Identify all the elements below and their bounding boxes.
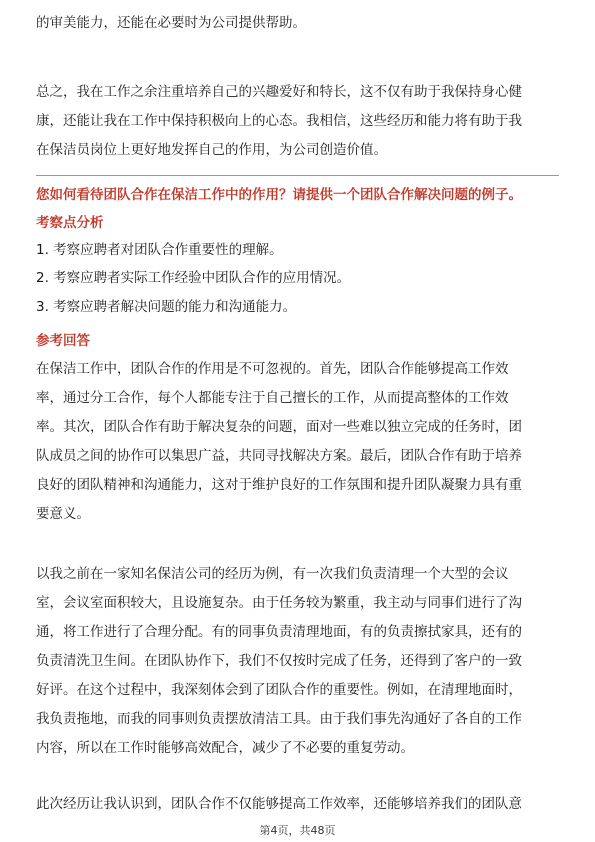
answer-p1-line-1: 在保洁工作中，团队合作的作用是不可忽视的。首先，团队合作能够提高工作效 (36, 361, 509, 377)
answer-p2-line-2: 室，会议室面积较大，且设施复杂。由于任务较为繁重，我主动与同事们进行了沟 (36, 595, 522, 611)
answer-p2-line-6: 我负责拖地，而我的同事则负责摆放清洁工具。由于我们事先沟通好了各自的工作 (36, 711, 522, 727)
intro-paragraph-end: 的审美能力，还能在必要时为公司提供帮助。 (36, 15, 306, 31)
summary-line-3: 在保洁员岗位上更好地发挥自己的作用，为公司创造价值。 (36, 142, 387, 158)
analysis-heading: 考察点分析 (36, 215, 104, 231)
summary-line-1: 总之，我在工作之余注重培养自己的兴趣爱好和特长，这不仅有助于我保持身心健 (36, 84, 522, 100)
section-divider (36, 175, 559, 176)
answer-p2-line-1: 以我之前在一家知名保洁公司的经历为例，有一次我们负责清理一个大型的会议 (36, 566, 509, 582)
answer-heading: 参考回答 (36, 333, 90, 349)
answer-p1-line-2: 率，通过分工合作，每个人都能专注于自己擅长的工作，从而提高整体的工作效 (36, 390, 509, 406)
answer-p2-line-3: 通，将工作进行了合理分配。有的同事负责清理地面，有的负责擦拭家具，还有的 (36, 624, 522, 640)
analysis-point-1: 1. 考察应聘者对团队合作重要性的理解。 (36, 242, 283, 258)
answer-p2-line-7: 内容，所以在工作时能够高效配合，减少了不必要的重复劳动。 (36, 740, 414, 756)
answer-p2-line-4: 负责清洗卫生间。在团队协作下，我们不仅按时完成了任务，还得到了客户的一致 (36, 653, 522, 669)
answer-p2-line-5: 好评。在这个过程中，我深刻体会到了团队合作的重要性。例如，在清理地面时， (36, 682, 522, 698)
summary-line-2: 康，还能让我在工作中保持积极向上的心态。我相信，这些经历和能力将有助于我 (36, 113, 522, 129)
answer-p1-line-3: 率。其次，团队合作有助于解决复杂的问题，面对一些难以独立完成的任务时，团 (36, 419, 522, 435)
answer-p1-line-5: 良好的团队精神和沟通能力，这对于维护良好的工作氛围和提升团队凝聚力具有重 (36, 477, 522, 493)
answer-p3-line-1: 此次经历让我认识到，团队合作不仅能够提高工作效率，还能够培养我们的团队意 (36, 796, 522, 812)
page-footer: 第4页，共48页 (259, 824, 336, 837)
analysis-point-2: 2. 考察应聘者实际工作经验中团队合作的应用情况。 (36, 270, 351, 286)
question-title: 您如何看待团队合作在保洁工作中的作用？请提供一个团队合作解决问题的例子。 (36, 187, 522, 203)
analysis-point-3: 3. 考察应聘者解决问题的能力和沟通能力。 (36, 299, 297, 315)
answer-p1-line-4: 队成员之间的协作可以集思广益，共同寻找解决方案。最后，团队合作有助于培养 (36, 448, 522, 464)
answer-p1-line-6: 要意义。 (36, 506, 90, 522)
